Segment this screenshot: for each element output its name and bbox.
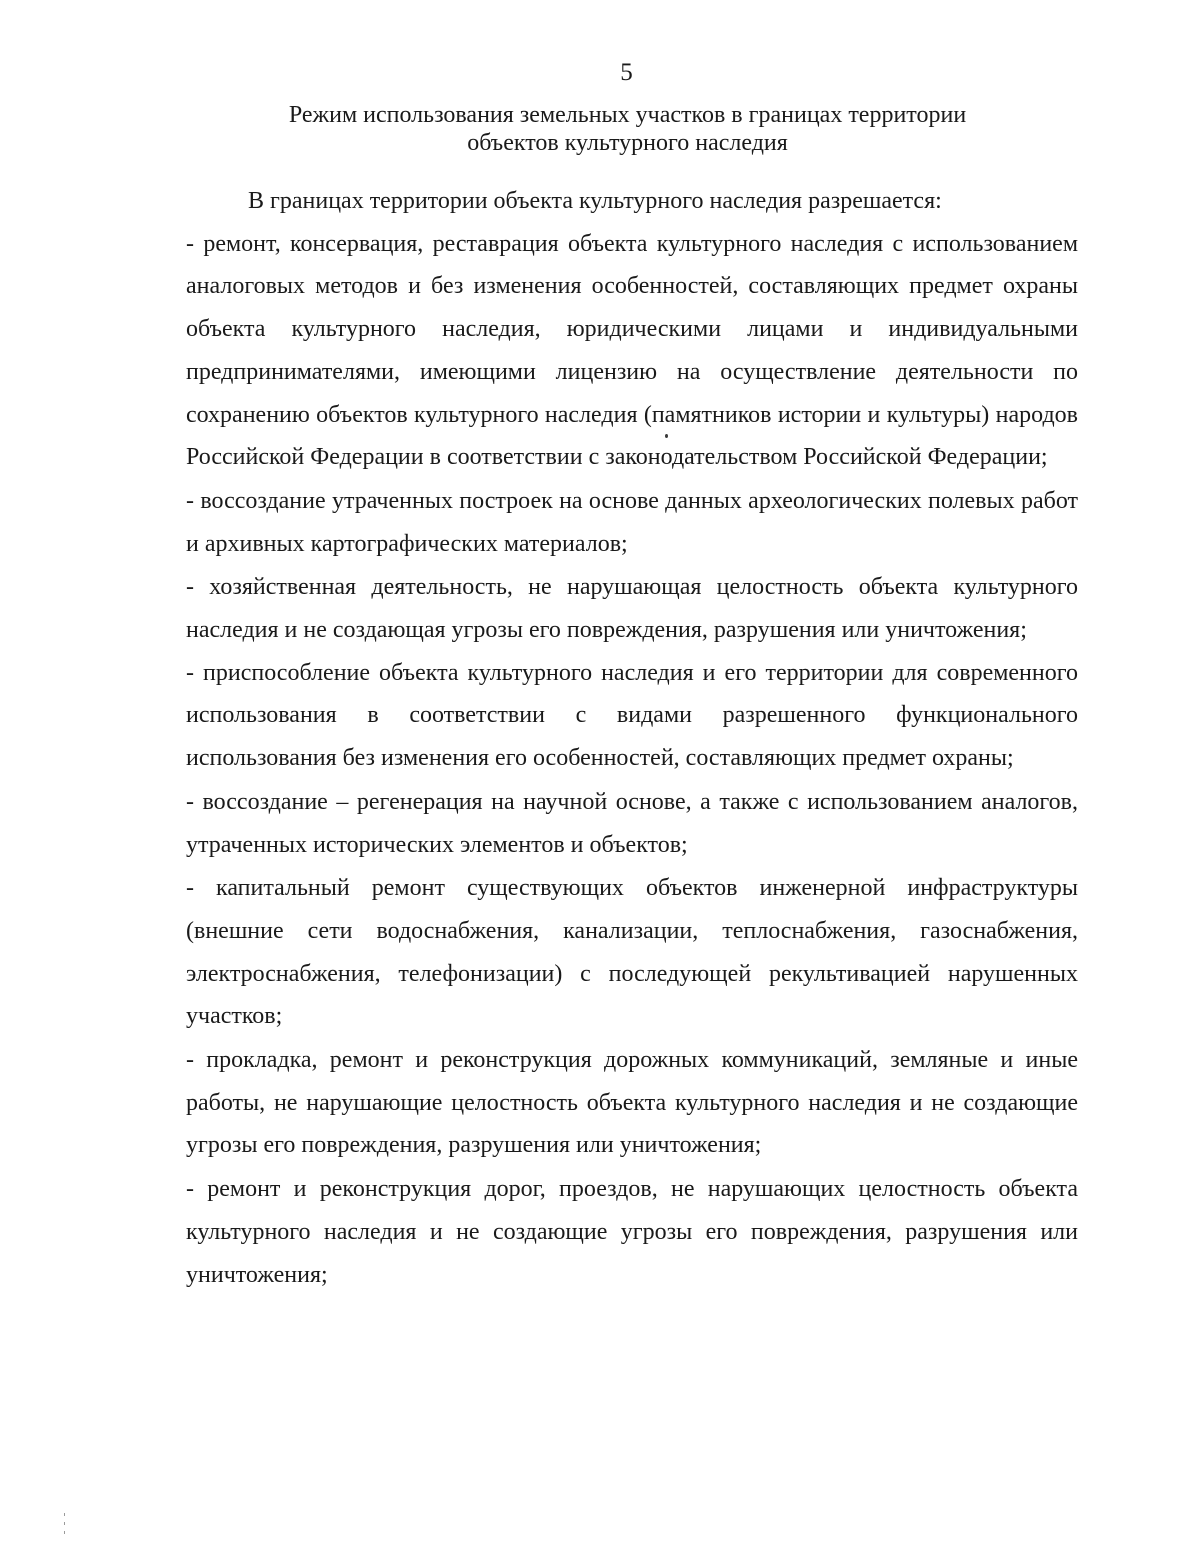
page-number: 5 <box>620 59 633 86</box>
list-item: - воссоздание – регенерация на научной основе, а также с использованием аналогов, утраченных исторических элементов и объектов; <box>186 788 1078 858</box>
scan-artifact-mark <box>64 1531 65 1534</box>
list-item: - ремонт и реконструкция дорог, проездов, не нарушающих целостность объекта культурного наследия и не создающие угрозы его повреждения, разрушения или уничтожения; <box>186 1176 1078 1288</box>
list-item: - приспособление объекта культурного наследия и его территории для современного использования в соответствии с видами разрешенного функционального использования без изменения его особенностей, составляющих предмет охраны; <box>186 659 1078 772</box>
section-title <box>250 101 1005 157</box>
scan-artifact-dot <box>665 434 668 438</box>
section-title-line-2: объектов культурного наследия <box>467 130 788 156</box>
list-item: - хозяйственная деятельность, не нарушающая целостность объекта культурного наследия и не создающая угрозы его повреждения, разрушения или уничтожения; <box>186 574 1078 644</box>
list-item: - капитальный ремонт существующих объектов инженерной инфраструктуры (внешние сети водоснабжения, канализации, теплоснабжения, газоснабжения, электроснабжения, телефонизации) с последующей рекультивацией нарушенных участков; <box>186 875 1078 1030</box>
list-item: - ремонт, консервация, реставрация объекта культурного наследия с использованием аналоговых методов и без изменения особенностей, составляющих предмет охраны объекта культурного наследия, юридическими лицами и индивидуальными предпринимателями, имеющими лицензию на осуществление деятельности по сохранению объектов культурного наследия (памятников истории и культуры) народов Российской Федерации в соответствии с законодательством Российской Федерации; <box>186 230 1078 471</box>
scan-artifact-mark <box>64 1513 65 1516</box>
list-item: - воссоздание утраченных построек на основе данных археологических полевых работ и архивных картографических материалов; <box>186 487 1078 557</box>
document-body <box>186 180 1078 1296</box>
list-item: - прокладка, ремонт и реконструкция дорожных коммуникаций, земляные и иные работы, не нарушающие целостность объекта культурного наследия и не создающие угрозы его повреждения, разрушения или уничтожения; <box>186 1047 1078 1159</box>
intro-paragraph: В границах территории объекта культурного наследия разрешается: <box>248 188 942 214</box>
scan-artifact-mark <box>64 1522 65 1525</box>
section-title-line-1: Режим использования земельных участков в границах территории <box>288 102 967 128</box>
